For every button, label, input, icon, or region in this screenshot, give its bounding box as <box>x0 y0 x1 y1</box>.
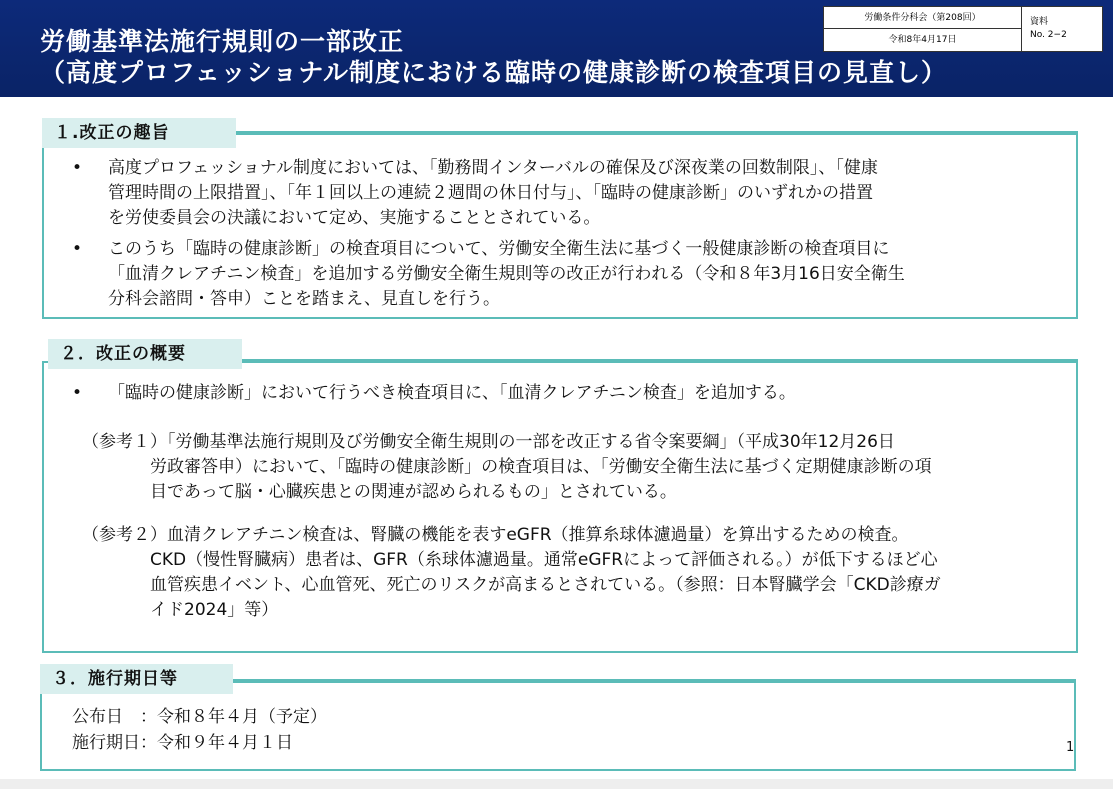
section-2-reference-2: （参考２）血清クレアチニン検査は、腎臓の機能を表すeGFR（推算糸球体濾過量）を算出するための検査。 CKD（慢性腎臓病）患者は、GFR（糸球体濾過量。通常eGFRによって評価される。）が低下するほど心 血管疾患イベント、心血管死、死亡のリスクが高まるとされている。（参照：日本腎臓学会「CKD診療ガ イド2024」等） <box>82 525 941 620</box>
section-2-reference-1: （参考１）「労働基準法施行規則及び労働安全衛生規則の一部を改正する省令案要綱」（平成30年12月26日 労政審答申）において、「臨時の健康診断」の検査項目は、「労働安全衛生法に基づく定期健康診断の項 目であって脳・心臓疾患との関連が認められるもの」とされている。 <box>82 432 932 502</box>
section-2-label: ２．改正の概要 <box>48 339 242 369</box>
section-2-bullet: • <box>72 383 83 403</box>
section-2-item: 「臨時の健康診断」において行うべき検査項目に、「血清クレアチニン検査」を追加する。 <box>108 383 796 403</box>
section-1-item-1: 高度プロフェッショナル制度においては、「勤務間インターバルの確保及び深夜業の回数制限」、「健康 管理時間の上限措置」、「年１回以上の連続２週間の休日付与」、「臨時の健康診断」のいずれかの措置 を労使委員会の決議において定め、実施することとされている。 <box>108 158 878 228</box>
header-bar <box>0 0 1113 97</box>
section-1-bullet-2: • <box>72 239 83 259</box>
section-1-bullet-1: • <box>72 158 83 178</box>
promulgation-date: 公布日 ：令和８年４月（予定） <box>72 707 327 727</box>
meta-date: 令和8年4月17日 <box>824 29 1022 51</box>
meta-committee: 労働条件分科会（第208回） <box>824 7 1022 29</box>
footer-bar <box>0 779 1113 789</box>
page-title <box>40 26 947 88</box>
section-3-header-line <box>233 679 1076 681</box>
page-number: 1 <box>1066 740 1075 755</box>
meta-doc-id <box>1030 16 1067 42</box>
section-2-header-line <box>242 359 1078 361</box>
title-line-2: （高度プロフェッショナル制度における臨時の健康診断の検査項目の見直し） <box>40 58 948 87</box>
section-1-item-2: このうち「臨時の健康診断」の検査項目について、労働安全衛生法に基づく一般健康診断の検査項目に 「血清クレアチニン検査」を追加する労働安全衛生規則等の改正が行われる（令和８年3月16日安全衛生 分科会諮問・答申）ことを踏まえ、見直しを行う。 <box>108 239 905 309</box>
document-meta-box <box>823 6 1103 52</box>
enforcement-date: 施行期日：令和９年４月１日 <box>72 733 293 753</box>
section-3-label: ３．施行期日等 <box>40 664 233 694</box>
section-1-header-line <box>236 131 1078 133</box>
title-line-1: 労働基準法施行規則の一部改正 <box>40 27 405 56</box>
meta-doc-label: 資料 <box>1030 17 1049 27</box>
section-1-label: １.改正の趣旨 <box>42 118 236 148</box>
meta-doc-no: No. 2−2 <box>1030 30 1067 40</box>
